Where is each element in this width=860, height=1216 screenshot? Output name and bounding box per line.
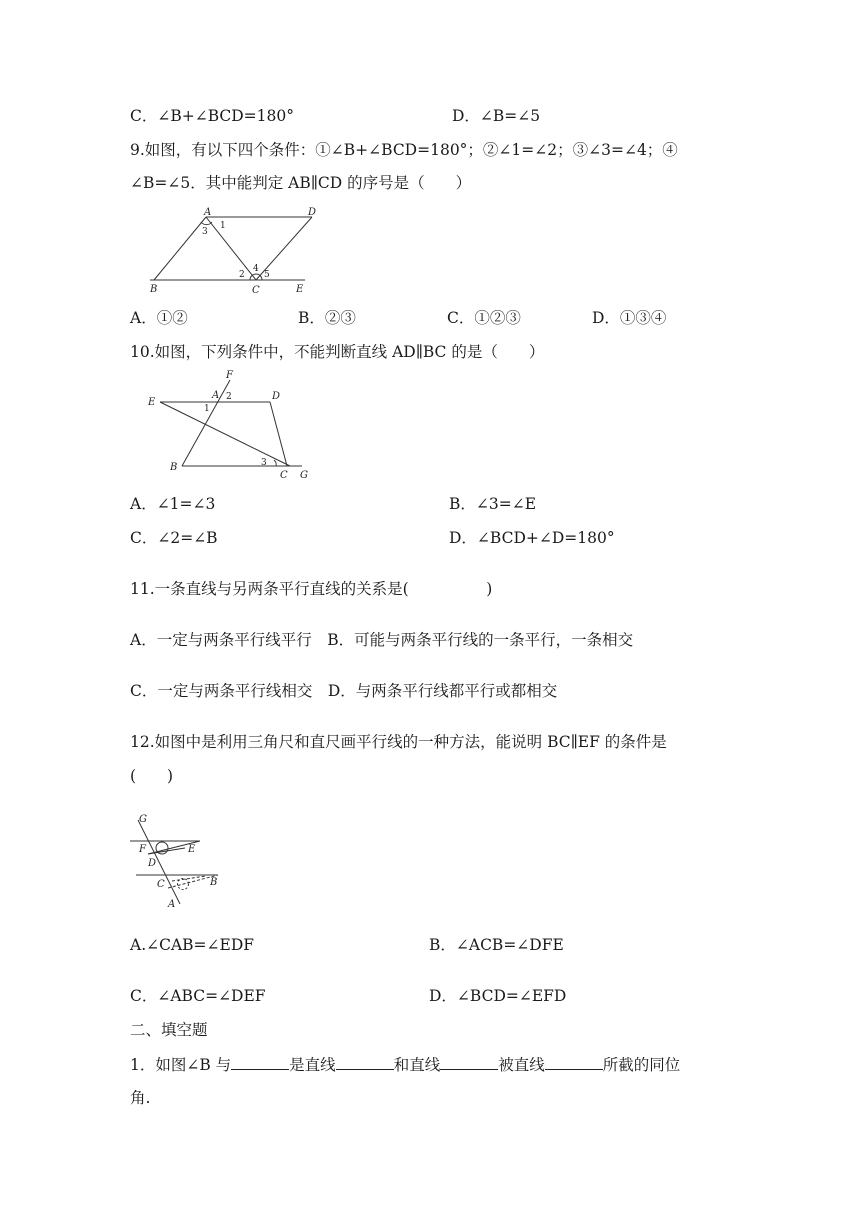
q9-label-1: 1	[220, 221, 226, 231]
fill-q1-part3: 和直线	[393, 1056, 441, 1074]
q12-label-e: E	[188, 844, 196, 855]
q12-option-d: D．∠BCD=∠EFD	[429, 987, 567, 1005]
fill-blank-4	[545, 1054, 603, 1070]
q12-stem-line2: ( )	[130, 767, 174, 785]
q9-label-e: E	[296, 284, 304, 295]
q10-label-3: 3	[261, 458, 267, 468]
fill-q1-part2: 是直线	[289, 1056, 336, 1074]
q12-option-b: B．∠ACB=∠DFE	[429, 936, 564, 954]
fill-q1-part5: 所截的同位	[602, 1056, 681, 1074]
q12-label-c: C	[157, 879, 165, 890]
fill-q1-line2: 角.	[130, 1089, 151, 1107]
q10-label-b: B	[170, 462, 178, 473]
q9-figure	[140, 200, 320, 300]
q12-label-g: G	[139, 814, 147, 825]
q10-option-b: B．∠3=∠E	[449, 495, 537, 513]
q12-stem-line1: 12.如图中是利用三角尺和直尺画平行线的一种方法，能说明 BC∥EF 的条件是	[130, 733, 667, 751]
section-heading: 二、填空题	[130, 1021, 208, 1039]
q9-label-c: C	[252, 285, 260, 296]
q10-label-c: C	[280, 470, 288, 481]
q9-label-b: B	[150, 284, 158, 295]
q10-figure	[140, 368, 320, 486]
q12-label-a: A	[168, 899, 176, 908]
q9-label-3: 3	[202, 227, 208, 237]
q10-option-d: D．∠BCD+∠D=180°	[449, 529, 615, 547]
q11-options-cd: C．一定与两条平行线相交 D．与两条平行线都平行或都相交	[130, 682, 558, 700]
q11-options-ab: A．一定与两条平行线平行 B．可能与两条平行线的一条平行，一条相交	[130, 631, 634, 649]
fill-blank-3	[440, 1054, 498, 1070]
q12-option-a: A.∠CAB=∠EDF	[130, 936, 255, 954]
q10-label-1: 1	[204, 404, 210, 414]
q8-option-d: D．∠B=∠5	[452, 107, 541, 125]
fill-q1-part4: 被直线	[498, 1056, 545, 1074]
q10-label-g: G	[300, 470, 308, 481]
q9-stem-line2: ∠B=∠5．其中能判定 AB∥CD 的序号是（ ）	[130, 174, 472, 192]
q9-label-4: 4	[253, 264, 259, 274]
fill-blank-2	[336, 1054, 394, 1070]
q10-label-2: 2	[226, 392, 232, 402]
q12-label-d: D	[148, 858, 157, 869]
q10-stem: 10.如图，下列条件中，不能判断直线 AD∥BC 的是（ ）	[130, 343, 545, 361]
q11-stem: 11.一条直线与另两条平行直线的关系是( )	[130, 580, 493, 598]
q9-label-5: 5	[264, 270, 270, 280]
q10-label-a: A	[212, 390, 220, 401]
q10-option-a: A．∠1=∠3	[130, 495, 216, 513]
q9-stem-line1: 9.如图，有以下四个条件：①∠B+∠BCD=180°；②∠1=∠2；③∠3=∠4；④	[130, 141, 678, 159]
q9-option-c: C．①②③	[447, 309, 521, 327]
q9-option-b: B．②③	[298, 309, 356, 327]
q9-option-d: D．①③④	[592, 309, 667, 327]
q9-label-2: 2	[239, 270, 245, 280]
fill-blank-1	[231, 1054, 289, 1070]
q8-option-c: C．∠B+∠BCD=180°	[130, 107, 294, 125]
q10-label-e: E	[148, 397, 156, 408]
fill-q1-line1	[130, 1054, 680, 1075]
q10-label-f: F	[226, 370, 233, 381]
q9-option-a: A．①②	[130, 309, 188, 327]
q12-option-c: C．∠ABC=∠DEF	[130, 987, 266, 1005]
q10-label-d: D	[272, 391, 281, 402]
q12-label-b: B	[210, 877, 218, 888]
q9-label-a: A	[204, 207, 212, 218]
fill-q1-part1: 1．如图∠B 与	[130, 1056, 232, 1074]
q12-label-f: F	[139, 844, 146, 855]
q12-figure	[128, 808, 228, 908]
q9-label-d: D	[308, 207, 317, 218]
q10-option-c: C．∠2=∠B	[130, 529, 218, 547]
